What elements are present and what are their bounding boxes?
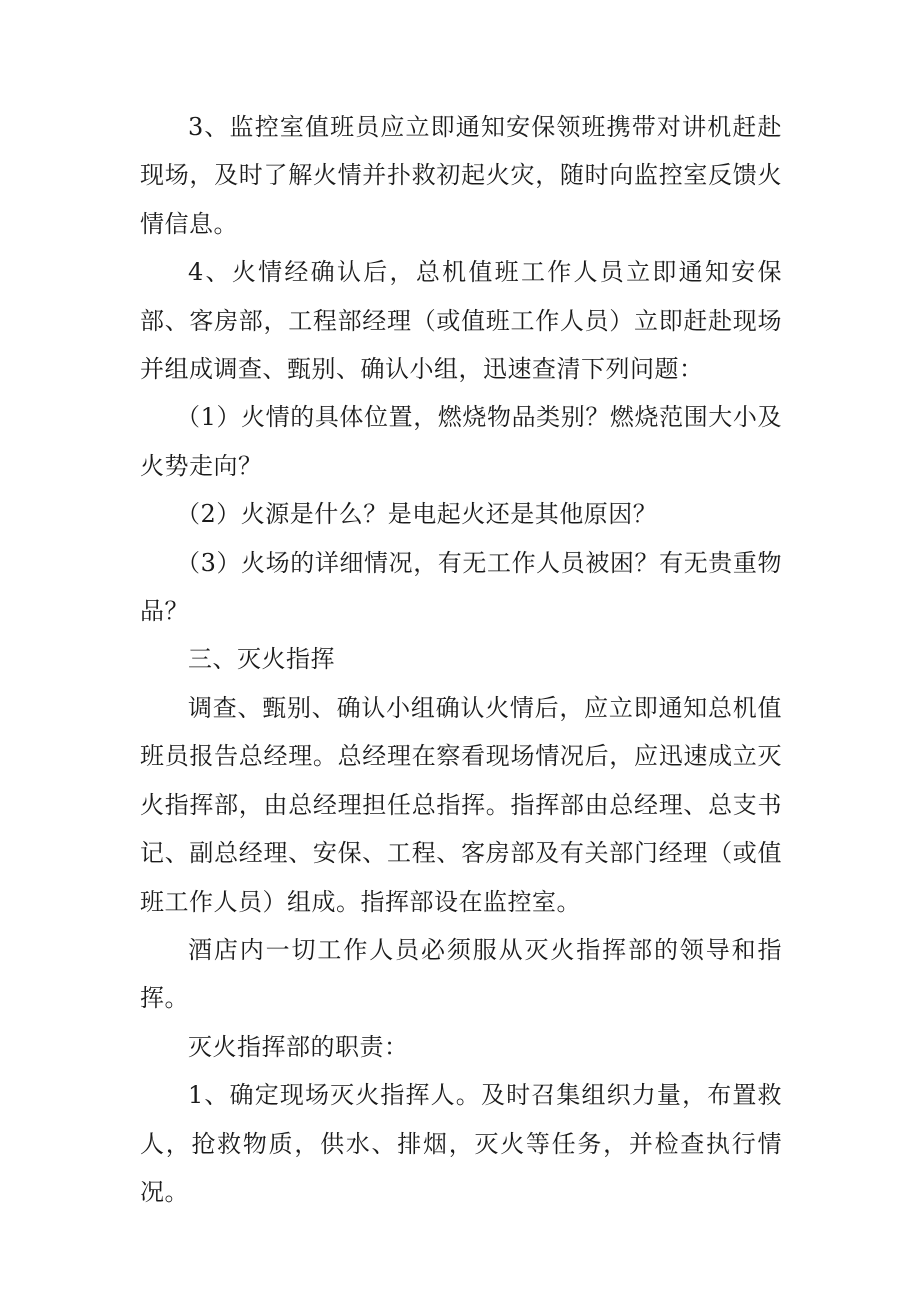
- paragraph-item-4: 4、火情经确认后，总机值班工作人员立即通知安保部、客房部，工程部经理（或值班工作人员）立即赶赴现场并组成调查、甄别、确认小组，迅速查清下列问题：: [140, 258, 782, 384]
- paragraph-command-setup: 调查、甄别、确认小组确认火情后，应立即通知总机值班员报告总经理。总经理在察看现场情况后，应迅速成立灭火指挥部，由总经理担任总指挥。指挥部由总经理、总支书记、副总经理、安保、工程、客房部及有关部门经理（或值班工作人员）组成。指挥部设在监控室。: [140, 693, 782, 916]
- paragraph-obey-command: 酒店内一切工作人员必须服从灭火指挥部的领导和指挥。: [140, 935, 782, 1013]
- paragraph-item-3: 3、监控室值班员应立即通知安保领班携带对讲机赶赴现场，及时了解火情并扑救初起火灾，随时向监控室反馈火情信息。: [140, 113, 782, 238]
- section-heading: 三、灭火指挥: [188, 645, 335, 674]
- paragraph-subitem-1: （1）火情的具体位置，燃烧物品类别？燃烧范围大小及火势走向？: [140, 403, 782, 480]
- paragraph-duties-heading: 灭火指挥部的职责：: [188, 1032, 409, 1061]
- paragraph-duty-1: 1、确定现场灭火指挥人。及时召集组织力量，布置救人，抢救物质，供水、排烟，灭火等任务，并检查执行情况。: [140, 1081, 782, 1206]
- paragraph-subitem-2: （2）火源是什么？是电起火还是其他原因？: [176, 500, 658, 529]
- paragraph-subitem-3: （3）火场的详细情况，有无工作人员被困？有无贵重物品？: [140, 548, 782, 626]
- document-body: [140, 103, 782, 1216]
